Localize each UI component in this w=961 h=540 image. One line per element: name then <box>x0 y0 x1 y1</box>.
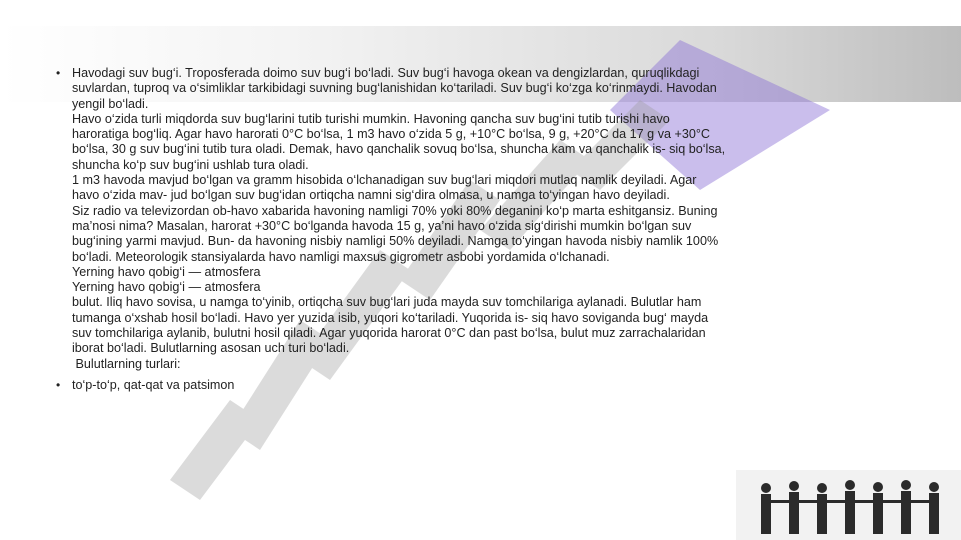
text-line: 1 m3 havoda mavjud bo‘lgan va gramm hisobida o‘lchanadigan suv bug‘lari miqdori mutlaq namlik deyiladi. Agar <box>72 173 697 188</box>
text-line: bulut. Iliq havo sovisa, u namga to‘yinib, ortiqcha suv bug‘lari juda mayda suv tomchilariga aylanadi. Bulutlar ham <box>72 295 702 310</box>
text-line: Yerning havo qobig‘i — atmosfera <box>72 264 261 279</box>
slide-body <box>48 66 848 393</box>
text-line: Bulutlarning turlari: <box>72 356 181 371</box>
text-line: Havo o‘zida turli miqdorda suv bug‘larini tutib turishi mumkin. Havoning qancha suv bug‘ini tutib turishi havo <box>72 111 670 126</box>
text-line: Siz radio va televizordan ob-havo xabarida havoning namligi 70% yoki 80% deganini ko‘p marta eshitgansiz. Buning <box>72 203 718 218</box>
text-line: bo‘lsa, 30 g suv bug‘ini tutib tura oladi. Demak, havo qanchalik sovuq bo‘lsa, shuncha kam va qanchalik is- siq bo‘lsa, <box>72 142 726 157</box>
bullet-icon: • <box>56 66 61 80</box>
text-line: suvlardan, tuproq va o‘simliklar tarkibidagi suvning bug‘lanishidan ko‘tariladi. Suv bug‘i ko‘zga ko‘rinmaydi. Havodan <box>72 81 717 96</box>
paragraph-block <box>72 66 848 372</box>
bullet-icon: • <box>56 377 61 392</box>
business-people-image <box>736 470 961 540</box>
text-line: yengil bo‘ladi. <box>72 96 149 111</box>
bullet-item-cloud-types <box>48 378 848 393</box>
bullet-item-main <box>48 66 848 372</box>
text-line: Yerning havo qobig‘i — atmosfera <box>72 280 261 295</box>
text-line: shuncha ko‘p suv bug‘ini ushlab tura oladi. <box>72 157 309 172</box>
text-line: suv tomchilariga aylanib, bulutni hosil qiladi. Agar yuqorida harorat 0°C dan past bo‘lsa, bulut muz zarrachalaridan <box>72 326 706 341</box>
text-line: Havodagi suv bug‘i. Troposferada doimo suv bug‘i bo‘ladi. Suv bug‘i havoga okean va dengizlardan, quruqlikdagi <box>72 66 700 80</box>
text-line: ma’nosi nima? Masalan, harorat +30°C bo‘lganda havoda 15 g, ya’ni havo o‘zida sig‘dirishi mumkin bo‘lgan suv <box>72 218 692 233</box>
cloud-types-text: to‘p-to‘p, qat-qat va patsimon <box>72 377 235 392</box>
text-line: bo‘ladi. Meteorologik stansiyalarda havo namligi maxsus gigrometr asbobi yordamida o‘lchanadi. <box>72 249 610 264</box>
text-line: iborat bo‘ladi. Bulutlarning asosan uch turi bo‘ladi. <box>72 341 350 356</box>
text-line: bug‘ining yarmi mavjud. Bun- da havoning nisbiy namligi 50% deyiladi. Namga to‘yingan havoda nisbiy namlik 100% <box>72 234 719 249</box>
text-line: haroratiga bog‘liq. Agar havo harorati 0°C bo‘lsa, 1 m3 havo o‘zida 5 g, +10°C bo‘lsa, 9 g, +20°C da 17 g va +30°C <box>72 127 710 142</box>
text-line: havo o‘zida mav- jud bo‘lgan suv bug‘idan ortiqcha namni sig‘dira olmasa, u namga to‘yingan havo deyiladi. <box>72 188 670 203</box>
text-line: tumanga o‘xshab hosil bo‘ladi. Havo yer yuzida isib, yuqori ko‘tariladi. Yuqorida is- siq havo soviganda bug‘ mayda <box>72 310 709 325</box>
